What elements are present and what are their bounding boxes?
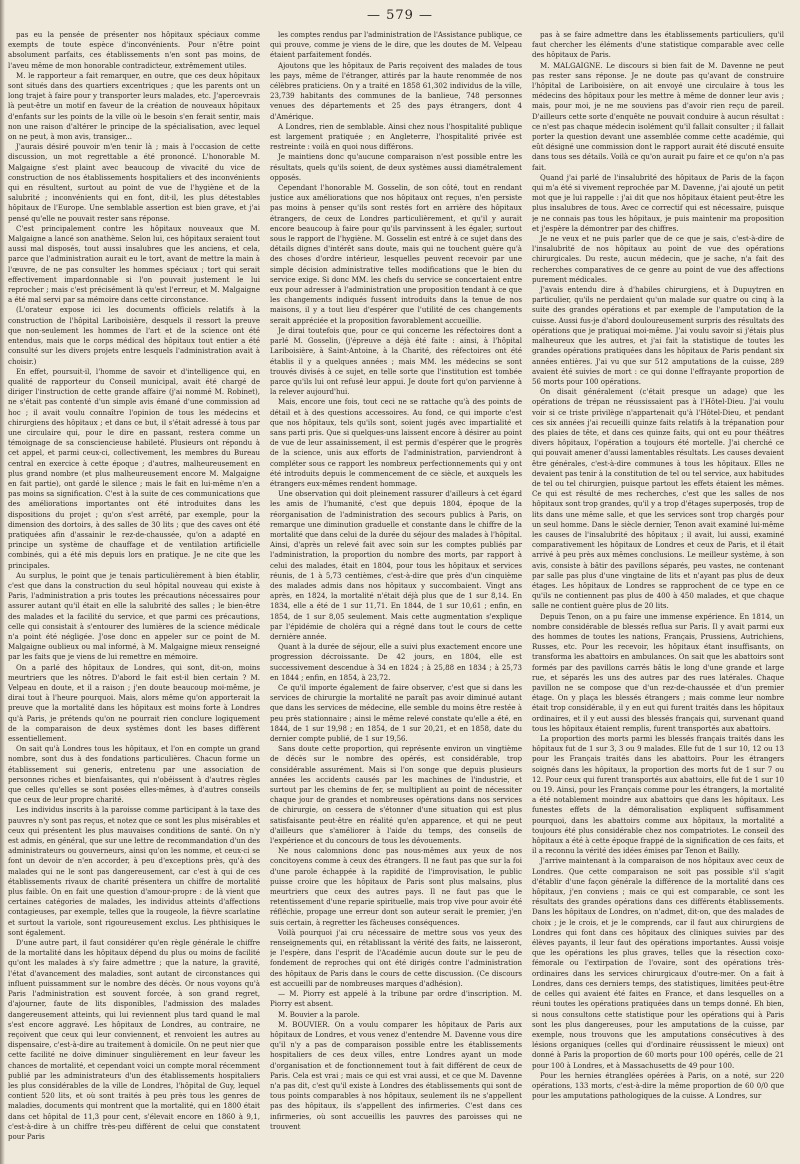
- paragraph: Cependant l'honorable M. Gosselin, de son côté, tout en rendant justice aux améliorations que nos hôpitaux ont reçues, n'en persiste pas moins à penser qu'ils sont restés fort en arrière des hôpitaux étrangers, de ceux de Londres particulièrement, et qu'il y aurait encore beaucoup à faire pour qu'ils parvinssent à les égaler, surtout sous le rapport de l'hygiène. M. Gosselin est entré à ce sujet dans des détails dignes d'intérêt sans doute, mais qui ne touchent guère qu'à des choses d'ordre intérieur, lesquelles peuvent recevoir par une simple décision administrative telles modifications que le bien du service exige. Si donc MM. les chefs du service se concertaient entre eux pour adresser à l'administration une proposition tendant à ce que les changements indiqués fussent introduits dans la tenue de nos maisons, il y a tout lieu d'espérer que l'utilité de ces changements serait appréciée et la proposition favorablement accueillie.: [270, 183, 522, 325]
- paragraph: J'avais entendu dire à d'habiles chirurgiens, et à Dupuytren en particulier, qu'ils ne perdaient qu'un malade sur quatre ou cinq à la suite des grandes opérations et par exemple de l'amputation de la cuisse. Aussi fus-je d'abord douloureusement surpris des résultats des opérations que je pratiquai moi-même. J'ai voulu savoir si j'étais plus malheureux que les autres, et j'ai fait la statistique de toutes les grandes opérations pratiquées dans les hôpitaux de Paris pendant six années entières. J'ai vu que sur 512 amputations de la cuisse, 289 avaient été suivies de mort : ce qui donne l'effrayante proportion de 56 morts pour 100 opérations.: [532, 285, 784, 386]
- paragraph: les comptes rendus par l'administration de l'Assistance publique, ce qui prouve, comme je viens de le dire, que les doutes de M. Velpeau étaient parfaitement fondés.: [270, 30, 522, 60]
- paragraph: Ajoutons que les hôpitaux de Paris reçoivent des malades de tous les pays, même de l'étranger, attirés par la haute renommée de nos célèbres praticiens. On y a traité en 1858 61,302 individus de la ville, 23,739 habitants des communes de la banlieue, 748 personnes venues des départements et 25 des pays étrangers, dont 4 d'Amérique.: [270, 60, 522, 121]
- page-number: [0, 8, 800, 23]
- paragraph: Depuis Tenon, on a pu faire une immense expérience. En 1814, un nombre considérable de blessés reflua sur Paris. Il y avait parmi eux des hommes de toutes les nations, Français, Prussiens, Autrichiens, Russes, etc. Pour les recevoir, les hôpitaux étant insuffisants, on transforma les abattoirs en ambulances. On sait que les abattoirs sont formés par des pavillons carrés bâtis le long d'une grande et large rue, et séparés les uns des autres par des rues latérales. Chaque pavillon ne se compose que d'un rez-de-chaussée et d'un premier étage. On y plaça les blessés étrangers ; mais comme leur nombre était trop considérable, il y en eut qui furent traités dans les hôpitaux ordinaires, et il y eut aussi des blessés français qui, survenant quand tous les hôpitaux étaient remplis, furent transportés aux abattoirs.: [532, 611, 784, 733]
- paragraph: Une observation qui doit pleinement rassurer d'ailleurs à cet égard les amis de l'humanité, c'est que depuis 1804, époque de la réorganisation de l'administration des secours publics à Paris, on remarque une diminution graduelle et constante dans le chiffre de la mortalité que dans celui de la durée du séjour des malades à l'hôpital. Ainsi, d'après un relevé fait avec soin sur les comptes publiés par l'administration, la proportion du nombre des morts, par rapport à celui des malades, était en 1804, pour tous les hôpitaux et services réunis, de 1 à 5,73 centièmes, c'est-à-dire que près d'un cinquième des malades admis dans nos hôpitaux y succombaient. Vingt ans après, en 1824, la mortalité n'était déjà plus que de 1 sur 8,14. En 1834, elle a été de 1 sur 11,71. En 1844, de 1 sur 10,61 ; enfin, en 1854, de 1 sur 8,05 seulement. Mais cette augmentation s'explique par l'épidémie de choléra qui a régné dans tout le cours de cette dernière année.: [270, 489, 522, 641]
- paragraph: — M. Piorry est appelé à la tribune par ordre d'inscription. M. Piorry est absent.: [270, 989, 522, 1009]
- page-binding-shadow: [0, 0, 5, 1164]
- column-right: [532, 30, 784, 1154]
- column-middle: [270, 30, 522, 1154]
- paragraph: J'arrive maintenant à la comparaison de nos hôpitaux avec ceux de Londres. Que cette comparaison ne soit pas possible s'il s'agit d'établir d'une façon générale la différence de la mortalité dans ces hôpitaux, j'en conviens ; mais ce qui est comparable, ce sont les résultats des grandes opérations dans ces différents établissements. Dans les hôpitaux de Londres, on n'admet, dit-on, que des malades de choix ; je le crois, et je le comprends, car il faut aux chirurgiens de Londres qui font dans ces hôpitaux des cliniques suivies par des élèves payants, il leur faut des opérations importantes. Aussi voisje que les opérations les plus graves, telles que la résection coxo-fémorale ou l'extirpation de l'ovaire, sont des opérations très-ordinaires dans les services chirurgicaux d'outre-mer. On a fait à Londres, dans ces derniers temps, des statistiques, limitées peut-être de celles qui avaient été faites en France, et dans lesquelles on a réuni toutes les opérations pratiquées dans un temps donné. Eh bien, si nous consultons cette statistique pour les opérations qui à Paris sont les plus dangereuses, pour les amputations de la cuisse, par exemple, nous trouvons que les amputations consécutives à des lésions organiques (celles qui d'ordinaire réussissent le mieux) ont donné à Paris la proportion de 60 morts pour 100 opérés, celle de 21 pour 100 à Londres, et à Massachusetts de 49 pour 100.: [532, 856, 784, 1070]
- paragraph: Je maintiens donc qu'aucune comparaison n'est possible entre les résultats, quels qu'ils soient, de deux systèmes aussi diamétralement opposés.: [270, 152, 522, 182]
- paragraph: M. BOUVIER. On a voulu comparer les hôpitaux de Paris aux hôpitaux de Londres, et vous venez d'entendre M. Davenne vous dire qu'il n'y a pas de comparaison possible entre les établissements hospitaliers de ces deux villes, entre Londres ayant un mode d'organisation et de fonctionnement tout à fait différent de ceux de Paris. Cela est vrai ; mais ce qui est vrai aussi, et ce que M. Davenne n'a pas dit, c'est qu'il existe à Londres des établissements qui sont de tous points comparables à nos hôpitaux, seulement ils ne s'appellent pas des hôpitaux, ils s'appellent des infirmeries. C'est dans ces infirmeries, où sont accueillis les pauvres des paroisses qui ne trouvent: [270, 1019, 522, 1131]
- column-left: [8, 30, 260, 1154]
- page-number-text: — 579 —: [366, 8, 434, 23]
- paragraph: (L'orateur expose ici les documents officiels relatifs à la construction de l'hôpital Lariboisière, desquels il ressort la preuve que non-seulement les hommes de l'art et de la science ont été entendus, mais que le corps médical des hôpitaux tout entier a été consulté sur les divers projets entre lesquels l'administration avait à choisir.): [8, 305, 260, 366]
- paragraph: M. le rapporteur a fait remarquer, en outre, que ces deux hôpitaux sont situés dans des quartiers excentriques ; que les parents ont un long trajet à faire pour y transporter leurs malades, etc. J'apercevrais là peut-être un motif en faveur de la création de nouveaux hôpitaux d'enfants sur les points de la ville où le besoin s'en ferait sentir, mais non une raison d'altérer le principe de la spécialisation, avec lequel on ne peut, à mon avis, transiger...: [8, 70, 260, 142]
- paragraph: C'est principalement contre les hôpitaux nouveaux que M. Malgaigne a lancé son anathème. Selon lui, ces hôpitaux seraient tout aussi mal disposés, tout aussi insalubres que les anciens, et cela, parce que l'administration aurait eu le tort, avant de mettre la main à l'œuvre, de ne pas consulter les hommes spéciaux ; tort qui serait effectivement impardonnable si l'on pouvait justement le lui reprocher ; mais c'est précisément là qu'est l'erreur, et M. Malgaigne a été mal servi par sa mémoire dans cette circonstance.: [8, 223, 260, 305]
- paragraph: M. MALGAIGNE. Le discours si bien fait de M. Davenne ne peut pas rester sans réponse. Je ne doute pas qu'avant de construire l'hôpital de Lariboisière, on ait envoyé une circulaire à tous les médecins des hôpitaux pour les mettre à même de donner leur avis ; mais, pour moi, je ne me souviens pas d'avoir rien reçu de pareil. D'ailleurs cette sorte d'enquête ne pouvait conduire à aucun résultat : ce n'est pas chaque médecin isolément qu'il fallait consulter ; il fallait porter la question devant une assemblée comme cette académie, qui eût désigné une commission dont le rapport aurait été discuté ensuite dans tous ses détails. Voilà ce qu'on aurait pu faire et ce qu'on n'a pas fait.: [532, 60, 784, 172]
- paragraph: Quand j'ai parlé de l'insalubrité des hôpitaux de Paris de la façon qui m'a été si vivement reprochée par M. Davenne, j'ai ajouté un petit mot que je lui rappelle : j'ai dit que nos hôpitaux étaient peut-être les plus insalubres de tous. Avec ce correctif qui est nécessaire, puisque je ne connais pas tous les hôpitaux, je puis maintenir ma proposition et j'espère la démontrer par des chiffres.: [532, 172, 784, 233]
- paragraph: Je dirai toutefois que, pour ce qui concerne les réfectoires dont a parlé M. Gosselin, (j'épreuve a déjà été faite : ainsi, à l'hôpital Lariboisière, à Saint-Antoine, à la Charité, des réfectoires ont été établis il y a quelques années ; mais MM. les médecins se sont trouvés divisés à ce sujet, en telle sorte que l'institution est tombée parce qu'ils lui ont refusé leur appui. Je doute fort qu'on parvienne à la relever aujourd'hui.: [270, 325, 522, 397]
- paragraph: Au surplus, le point que je tenais particulièrement à bien établir, c'est que dans la construction du seul hôpital nouveau qui existe à Paris, l'administration a pris toutes les précautions nécessaires pour assurer autant qu'il était en elle la salubrité des salles ; le bien-être des malades et la facilité du service, et que parmi ces précautions, celle qui consistait à s'entourer des lumières de la science médicale n'a point été négligée. J'ose donc en appeler sur ce point de M. Malgaigne oublieux ou mal informé, à M. Malgaigne mieux renseigné par les faits que je viens de lui remettre en mémoire.: [8, 570, 260, 662]
- paragraph: Mais, encore une fois, tout ceci ne se rattache qu'à des points de détail et à des questions accessoires. Au fond, ce qui importe c'est que nos hôpitaux, tels qu'ils sont, soient jugés avec impartialité et sans parti pris. Que si quelques-uns laissent encore à désirer au point de vue de leur assainissement, il est permis d'espérer que le progrès de la science, unis aux efforts de l'administration, parviendront à compléter sous ce rapport les nombreux perfectionnements qui y ont été introduits depuis le commencement de ce siècle, et auxquels les étrangers eux-mêmes rendent hommage.: [270, 397, 522, 488]
- paragraph: M. Bouvier a la parole.: [278, 1009, 360, 1019]
- paragraph: La proportion des morts parmi les blessés français traités dans les hôpitaux fut de 1 sur 3, 3 ou 9 malades. Elle fut de 1 sur 10, 12 ou 13 pour les Français traités dans les abattoirs. Pour les étrangers soignés dans les hôpitaux, la proportion des morts fut de 1 sur 7 ou 12. Pour ceux qui furent transportés aux abattoirs, elle fut de 1 sur 10 ou 19. Ainsi, pour les Français comme pour les étrangers, la mortalité a été notablement moindre aux abattoirs que dans les hôpitaux. Les funestes effets de la démoralisation expliquent suffisamment pourquoi, dans les abattoirs comme aux hôpitaux, la mortalité a toujours été plus considérable chez nos compatriotes. Le conseil des hôpitaux a été à cette époque frappé de la signification de ces faits, et il a reconnu la vérité des idées émises par Tenon et Bailly.: [532, 734, 784, 856]
- paragraph: pas eu la pensée de présenter nos hôpitaux spéciaux comme exempts de toute espèce d'inconvénients. Pour n'être point absolument parfaits, ces établissements n'en sont pas moins, de l'aveu même de mon honorable contradicteur, extrêmement utiles.: [8, 30, 260, 70]
- paragraph: En effet, poursuit-il, l'homme de savoir et d'intelligence qui, en qualité de rapporteur du Conseil municipal, avait été chargé de diriger l'instruction de cette grande affaire (j'ai nommé M. Robinet), ne s'était pas contenté d'un simple avis émané d'une commission ad hoc ; il avait voulu connaître l'opinion de tous les médecins et chirurgiens des hôpitaux ; et dans ce but, il s'était adressé à tous par une circulaire qui, pour le dire en passant, restera comme un témoignage de sa consciencieuse habileté. Plusieurs ont répondu à cet appel, et parmi ceux-ci, collectivement, les membres du Bureau central en exercice à cette époque ; d'autres, malheureusement en plus grand nombre (et plus malheureusement encore M. Malgaigne en fait partie), ont gardé le silence ; mais le fait en lui-même n'en a pas moins sa signification. C'est à la suite de ces communications que des améliorations importantes ont été introduites dans les dispositions du projet ; qu'on s'est arrêté, par exemple, pour la dimension des dortoirs, à des salles de 30 lits ; que des caves ont été pratiquées afin d'assainir le rez-de-chaussée, qu'on a adapté en principe un système de chauffage et de ventilation artificielle combinés, qui a été mis depuis lors en pratique. Je ne cite que les principales.: [8, 366, 260, 570]
- paragraph: Ce qu'il importe également de faire observer, c'est que si dans les services de chirurgie la mortalité ne paraît pas avoir diminué autant que dans les services de médecine, elle semble du moins être restée à peu près stationnaire ; ainsi le même relevé constate qu'elle a été, en 1844, de 1 sur 19,98 ; en 1854, de 1 sur 20,21, et en 1858, date du dernier compte publié, de 1 sur 19,56.: [270, 683, 522, 744]
- paragraph: Sans doute cette proportion, qui représente environ un vingtième de décès sur le nombre des opérés, est considérable, trop considérable assurément. Mais si l'on songe que depuis plusieurs années les accidents causés par les machines de l'industrie, et surtout par les chemins de fer, se multiplient au point de nécessiter chaque jour de grandes et nombreuses opérations dans nos services de chirurgie, on cessera de s'étonner d'une situation qui est plus satisfaisante peut-être en réalité qu'en apparence, et qui ne peut d'ailleurs que s'améliorer à l'aide du temps, des conseils de l'expérience et du concours de tous les dévouements.: [270, 744, 522, 846]
- paragraph: Les individus inscrits à la paroisse comme participant à la taxe des pauvres n'y sont pas reçus, et notez que ce sont les plus misérables et ceux qui présentent les plus mauvaises conditions de santé. On n'y est admis, en général, que sur une lettre de recommandation d'un des administrateurs ou gouverneurs, ainsi qu'on les nomme, et ceux-ci se font un devoir de n'en accorder, à peu d'exceptions près, qu'à des malades qui ne le sont pas dangereusement, car c'est à qui de ces établissements rivaux de charité présentera un chiffre de mortalité plus faible. On en fait une question d'amour-propre : de là vient que certaines catégories de malades, les individus atteints d'affections contagieuses, par exemple, telles que la rougeole, la fièvre scarlatine et surtout la variole, sont rigoureusement exclus. Les phthisiques le sont également.: [8, 805, 260, 937]
- paragraph: On disait généralement (c'était presque un adage) que les opérations de trépan ne réussissaient pas à l'Hôtel-Dieu. J'ai voulu voir si ce triste privilège n'appartenait qu'à l'Hôtel-Dieu, et pendant ces six années j'ai recueilli quinze faits relatifs à la trépanation pour des plaies de tête, et dans ces quinze faits, qui ont eu pour théâtres divers hôpitaux, l'opération a toujours été mortelle. J'ai cherché ce qui pouvait amener d'aussi lamentables résultats. Les causes devaient être générales, c'est-à-dire communes à tous les hôpitaux. Elles ne devaient pas tenir à la constitution de tel ou tel service, aux habitudes de tel ou tel chirurgien, puisque partout les effets étaient les mêmes. Ce qui est résulté de mes recherches, c'est que les salles de nos hôpitaux sont trop grandes, qu'il y a trop d'étages superposés, trop de lits dans une même salle, et que les services sont trop chargés pour un seul homme. Dans le siècle dernier, Tenon avait examiné lui-même les causes de l'insalubrité des hôpitaux ; il avait, lui aussi, examiné comparativement les hôpitaux de Londres et ceux de Paris, et il était arrivé à peu près aux mêmes conclusions. Le meilleur système, à son avis, consiste à bâtir des pavillons séparés, peu vastes, ne contenant par salle pas plus d'une vingtaine de lits et n'ayant pas plus de deux étages. Les hôpitaux de Londres se rapprochent de ce type en ce qu'ils ne contiennent pas plus de 400 à 450 malades, et que chaque salle ne contient guère plus de 20 lits.: [532, 387, 784, 611]
- paragraph: Pour les hernies étranglées opérées à Paris, on a noté, sur 220 opérations, 133 morts, c'est-à-dire la même proportion de 60 0/0 que pour les amputations pathologiques de la cuisse. A Londres, sur: [532, 1070, 784, 1101]
- paragraph: pas à se faire admettre dans les établissements particuliers, qu'il faut chercher les éléments d'une statistique comparable avec celle des hôpitaux de Paris.: [532, 30, 784, 60]
- paragraph: J'aurais désiré pouvoir m'en tenir là ; mais à l'occasion de cette discussion, un mot regrettable a été prononcé. L'honorable M. Malgaigne s'est plaint avec beaucoup de vivacité du vice de construction de nos établissements hospitaliers et des inconvénients qui en résultent, surtout au point de vue de l'hygiène et de la salubrité ; inconvénients qui en font, dit-il, les plus détestables hôpitaux de l'Europe. Une semblable assertion est bien grave, et j'ai pensé qu'elle ne pouvait rester sans réponse.: [8, 142, 260, 223]
- paragraph: Quant à la durée de séjour, elle a suivi plus exactement encore une progression décroissante. De 42 jours, en 1804, elle est successivement descendue à 34 en 1824 ; à 25,88 en 1834 ; à 25,73 en 1844 ; enfin, en 1854, à 23,72.: [270, 642, 522, 682]
- paragraph: A Londres, rien de semblable. Ainsi chez nous l'hospitalité publique est largement pratiquée ; en Angleterre, l'hospitalité privée est restreinte : voilà en quoi nous différons.: [270, 121, 522, 152]
- paragraph: Ne nous calomnions donc pas nous-mêmes aux yeux de nos concitoyens comme à ceux des étrangers. Il ne faut pas que sur la foi d'une parole échappée à la rapidité de l'improvisation, le public puisse croire que les hôpitaux de Paris sont plus malsains, plus meurtriers que ceux des autres pays. Il ne faut pas que le retentissement d'une reparie spirituelle, mais trop vive pour avoir été réfléchie, propage une erreur dont son auteur serait le premier, j'en suis certain, à regretter les fâcheuses conséquences.: [270, 846, 522, 927]
- paragraph: D'une autre part, il faut considérer qu'en règle générale le chiffre de la mortalité dans les hôpitaux dépend du plus ou moins de facilité qu'ont les malades à s'y faire admettre ; que la nature, la gravité, l'état d'avancement des maladies, sont autant de circonstances qui influent puissamment sur le nombre des décès. Or nous voyons qu'à Paris l'administration est souvent forcée, à son grand regret, d'ajourner, faute de lits disponibles, l'admission des malades dangereusement atteints, qui lui reviennent plus tard quand le mal s'est encore aggravé. Les hôpitaux de Londres, au contraire, ne reçoivent que ceux qui leur conviennent, et renvoient les autres au dispensaire, c'est-à-dire au traitement à domicile. On ne peut nier que cette facilité ne doive diminuer singulièrement en leur faveur les chances de mortalité, et cependant voici un compte moral récemment publié par les administrateurs d'un des établissements hospitaliers les plus considérables de la ville de Londres, l'hôpital de Guy, lequel contient 520 lits, et où sont traités à peu près tous les genres de maladies, documents qui montrent que la mortalité, qui en 1800 était dans cet hôpital de 11,3 pour cent, s'élevait encore en 1860 à 9,1, c'est-à-dire à un chiffre très-peu différent de celui que constatent pour Paris: [8, 938, 260, 1141]
- paragraph: Je ne veux et ne puis parler que de ce que je sais, c'est-à-dire de l'insalubrité de nos hôpitaux au point de vue des opérations chirurgicales. Du reste, aucun médecin, que je sache, n'a fait des recherches comparatives de ce genre au point de vue des affections purement médicales.: [532, 234, 784, 284]
- text-columns: [8, 30, 794, 1154]
- paragraph: Voilà pourquoi j'ai cru nécessaire de mettre sous vos yeux des renseignements qui, en rétablissant la vérité des faits, ne laisseront, je l'espère, dans l'esprit de l'Académie aucun doute sur le peu de fondement de reproches qui ont été dirigés contre l'administration des hôpitaux de Paris dans le cours de cette discussion. (Ce discours est accueilli par de nombreuses marques d'adhésion).: [270, 927, 522, 988]
- paragraph: On sait qu'à Londres tous les hôpitaux, et l'on en compte un grand nombre, sont dus à des fondations particulières. Chacun forme un établissement sui generis, entretenu par une association de personnes riches et bienfaisantes, qui n'obéissent à d'autres règles que celles qu'elles se sont posées elles-mêmes, à d'autres conseils que ceux de leur propre charité.: [8, 744, 260, 805]
- paragraph: On a parlé des hôpitaux de Londres, qui sont, dit-on, moins meurtriers que les nôtres. D'abord le fait est-il bien certain ? M. Velpeau en doute, et il a raison ; j'en doute beaucoup moi-même, je dirai tout à l'heure pourquoi. Mais, alors même qu'on apporterait la preuve que la mortalité dans les hôpitaux est moins forte à Londres qu'à Paris, je prétends qu'on ne pourrait rien conclure logiquement de la comparaison de deux systèmes dont les bases diffèrent essentiellement.: [8, 662, 260, 744]
